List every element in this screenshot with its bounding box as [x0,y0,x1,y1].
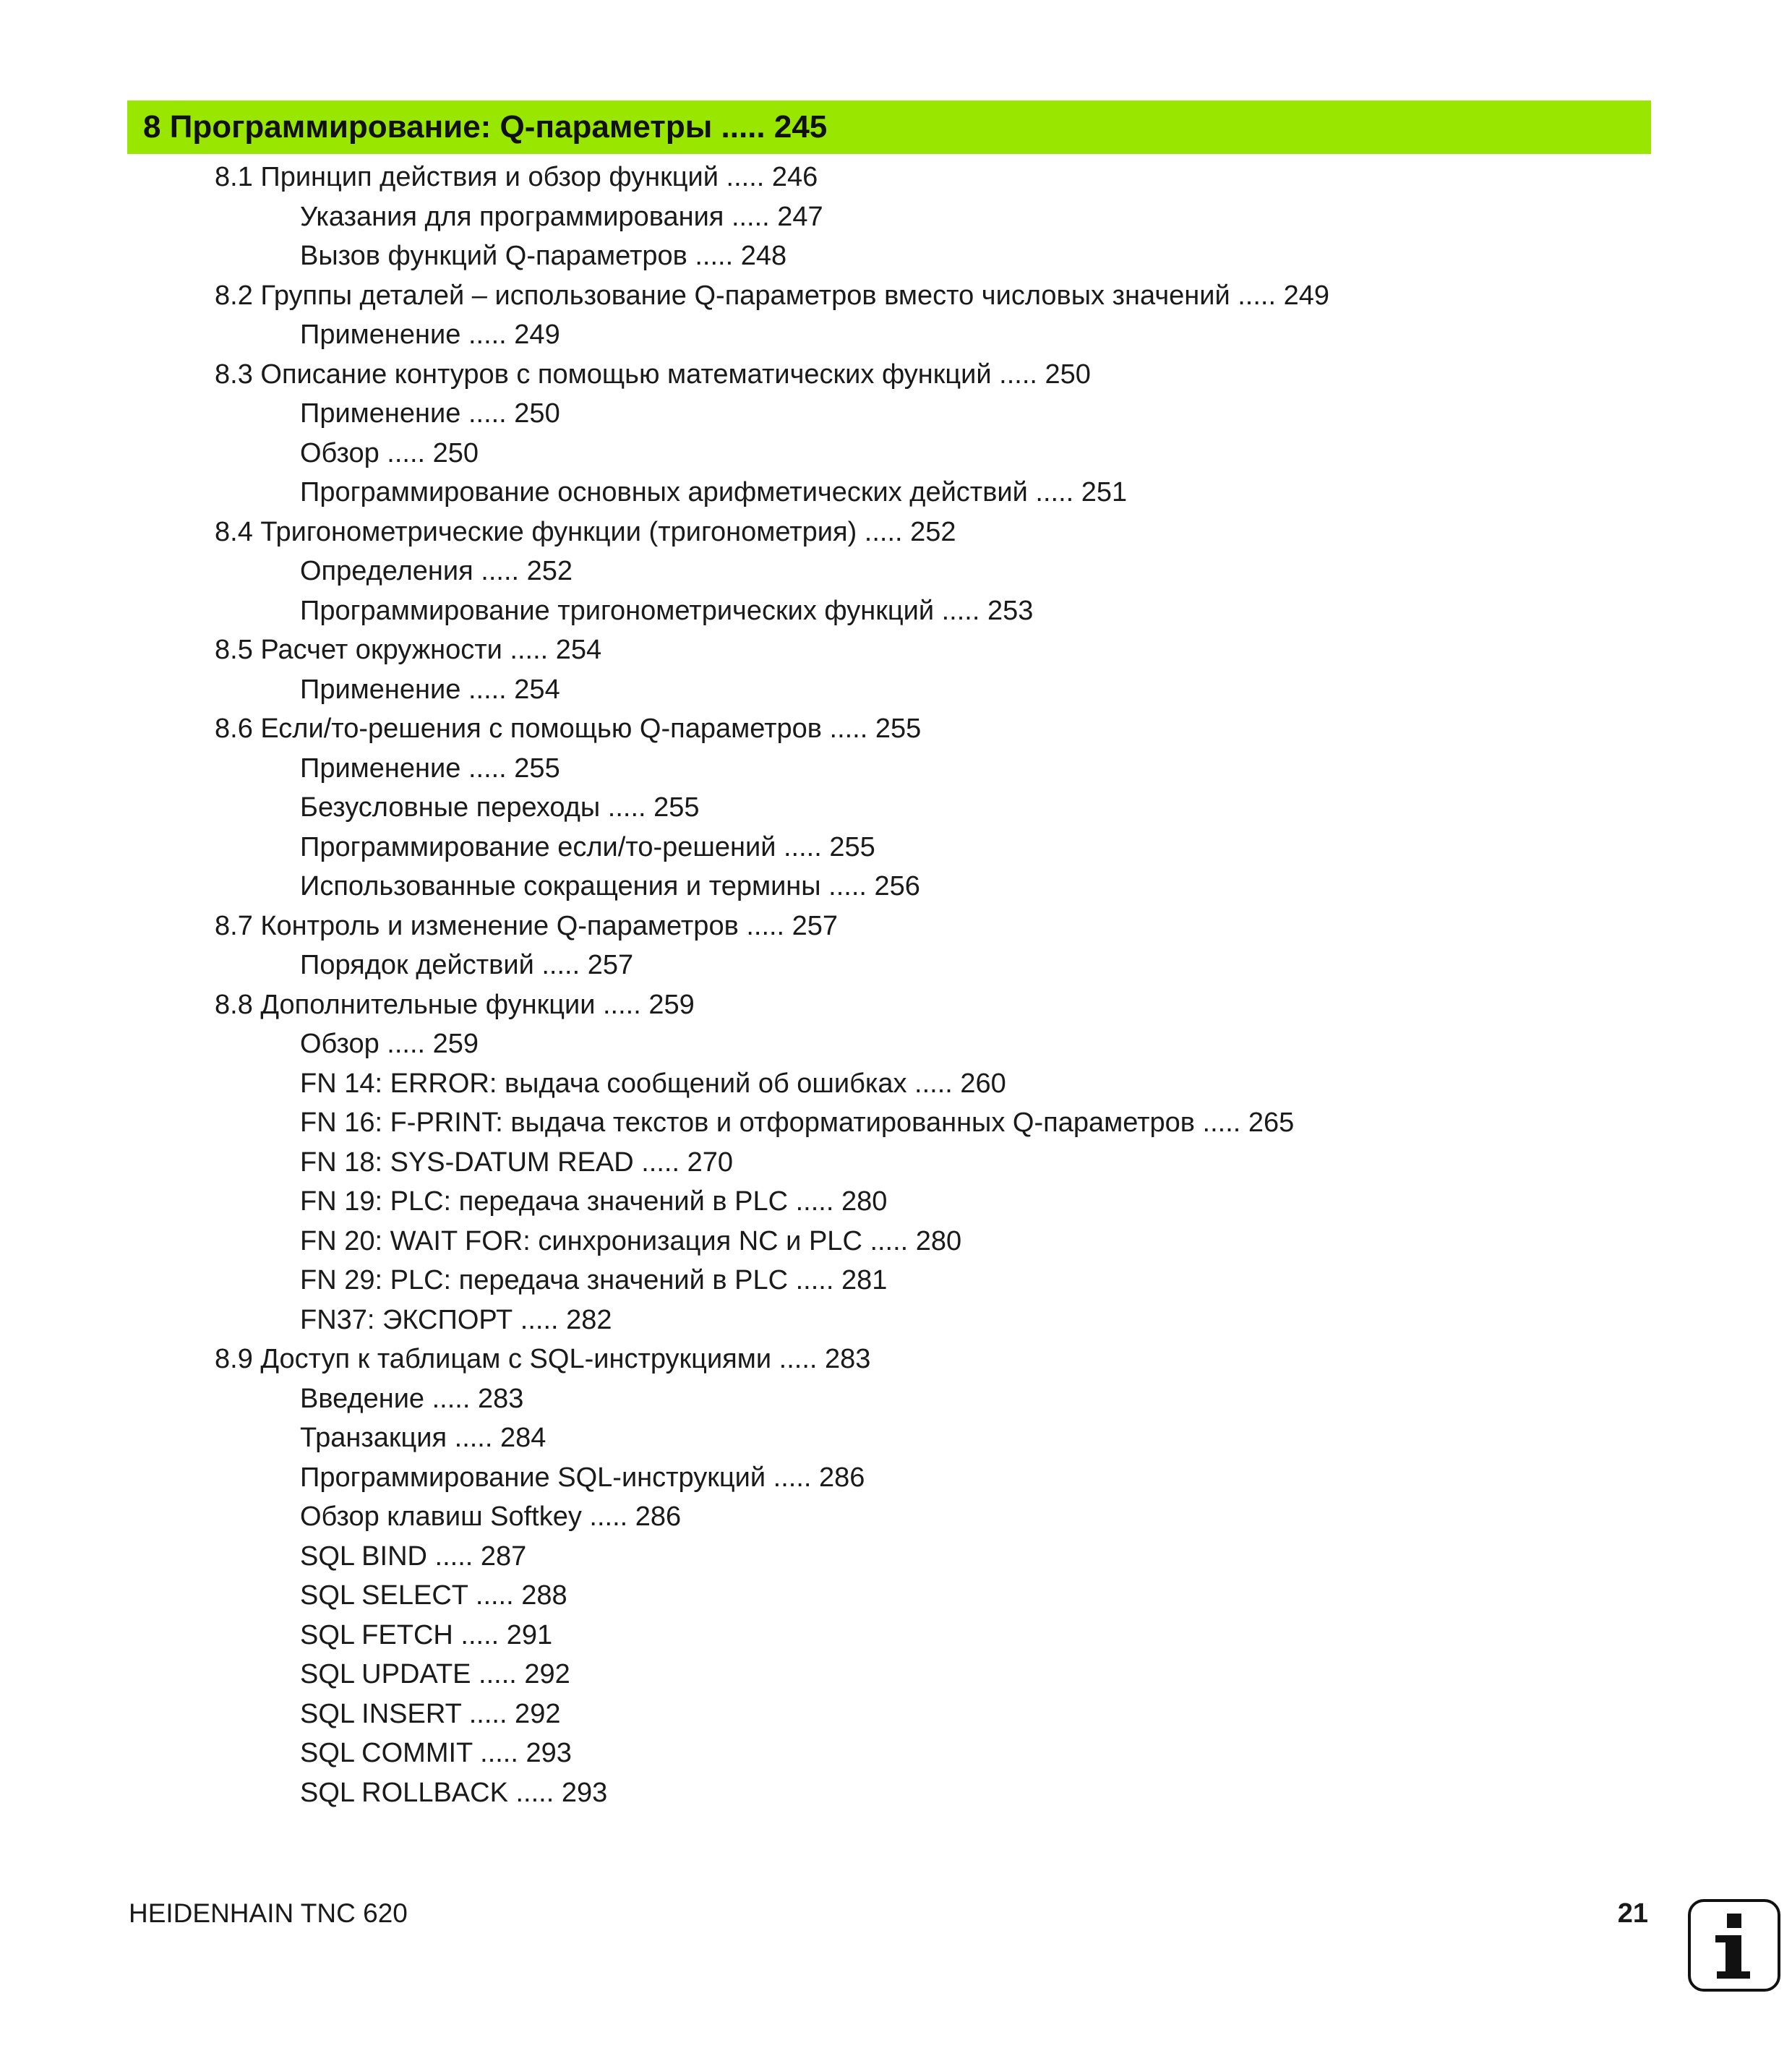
toc-subsection-entry: SQL FETCH ..... 291 [300,1619,553,1650]
toc-subsection-entry: Обзор ..... 259 [300,1029,479,1059]
toc-section-entry: 8.2 Группы деталей – использование Q-параметров вместо числовых значений ..... 249 [215,280,1329,311]
toc-section-entry: 8.9 Доступ к таблицам с SQL-инструкциями ..... 283 [215,1344,871,1374]
toc-subsection-entry: SQL ROLLBACK ..... 293 [300,1777,608,1808]
toc-subsection-entry: FN 18: SYS-DATUM READ ..... 270 [300,1147,734,1178]
toc-subsection-entry: FN 16: F-PRINT: выдача текстов и отформатированных Q-параметров ..... 265 [300,1107,1295,1138]
toc-section-entry: 8.3 Описание контуров с помощью математических функций ..... 250 [215,359,1091,390]
chapter-title: 8 Программирование: Q-параметры ..... 245 [143,109,828,145]
toc-subsection-entry: SQL SELECT ..... 288 [300,1580,567,1611]
toc-subsection-entry: Программирование SQL-инструкций ..... 286 [300,1462,865,1493]
toc-subsection-entry: SQL UPDATE ..... 292 [300,1659,570,1689]
info-icon [1688,1899,1780,1992]
footer-product-name: HEIDENHAIN TNC 620 [129,1898,408,1928]
toc-subsection-entry: Использованные сокращения и термины ..... 256 [300,871,920,901]
toc-subsection-entry: Порядок действий ..... 257 [300,950,634,980]
toc-subsection-entry: Введение ..... 283 [300,1383,524,1414]
toc-subsection-entry: SQL COMMIT ..... 293 [300,1738,572,1768]
toc-section-entry: 8.1 Принцип действия и обзор функций ..... 246 [215,162,818,192]
toc-subsection-entry: Указания для программирования ..... 247 [300,201,823,232]
toc-subsection-entry: Применение ..... 249 [300,320,560,350]
table-of-contents [0,158,1792,1812]
toc-subsection-entry: FN 29: PLC: передача значений в PLC ..... 281 [300,1265,888,1295]
toc-subsection-entry: Программирование если/то-решений ..... 255 [300,831,875,862]
toc-subsection-entry: Транзакция ..... 284 [300,1423,546,1453]
toc-section-entry: 8.4 Тригонометрические функции (тригонометрия) ..... 252 [215,516,956,547]
toc-section-entry: 8.5 Расчет окружности ..... 254 [215,635,602,665]
toc-subsection-entry: SQL BIND ..... 287 [300,1541,527,1572]
toc-section-entry: 8.7 Контроль и изменение Q-параметров ..... 257 [215,910,839,941]
toc-section-entry: 8.8 Дополнительные функции ..... 259 [215,989,695,1020]
toc-subsection-entry: Определения ..... 252 [300,556,573,586]
toc-subsection-entry: FN 14: ERROR: выдача сообщений об ошибках ..... 260 [300,1068,1006,1099]
toc-subsection-entry: SQL INSERT ..... 292 [300,1698,561,1729]
toc-subsection-entry: FN37: ЭКСПОРТ ..... 282 [300,1304,612,1335]
toc-subsection-entry: FN 19: PLC: передача значений в PLC ..... 280 [300,1186,888,1217]
chapter-header-bar [127,100,1651,154]
toc-subsection-entry: Обзор ..... 250 [300,437,479,468]
toc-subsection-entry: Программирование основных арифметических действий ..... 251 [300,477,1128,507]
toc-subsection-entry: Применение ..... 254 [300,674,560,705]
toc-subsection-entry: Программирование тригонометрических функций ..... 253 [300,595,1034,626]
page-number: 21 [1617,1898,1648,1929]
toc-subsection-entry: Вызов функций Q-параметров ..... 248 [300,241,787,271]
toc-subsection-entry: Безусловные переходы ..... 255 [300,792,700,823]
toc-subsection-entry: Обзор клавиш Softkey ..... 286 [300,1501,682,1532]
toc-section-entry: 8.6 Если/то-решения с помощью Q-параметров ..... 255 [215,714,922,744]
toc-subsection-entry: FN 20: WAIT FOR: синхронизация NC и PLC ..... 280 [300,1225,962,1256]
toc-subsection-entry: Применение ..... 250 [300,398,560,429]
toc-subsection-entry: Применение ..... 255 [300,753,560,784]
